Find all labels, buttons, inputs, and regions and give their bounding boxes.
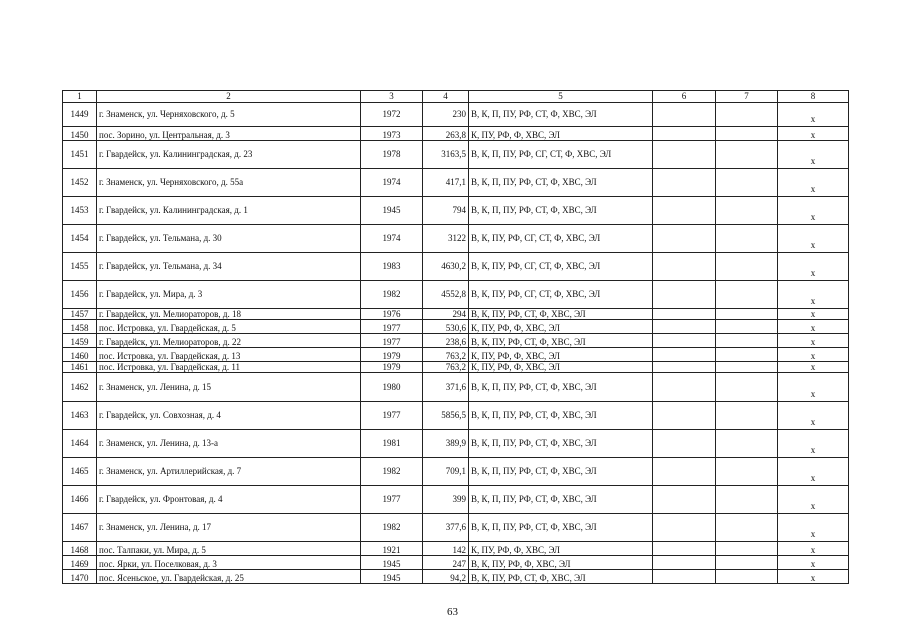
address-cell: г. Знаменск, ул. Артиллерийская, д. 7 [97,458,361,486]
mark-cell: х [778,362,849,373]
mark-cell: х [778,570,849,584]
column-6-cell [653,402,716,430]
area-cell: 530,6 [423,320,469,334]
column-6-cell [653,281,716,309]
column-7-cell [716,127,778,141]
address-cell: г. Знаменск, ул. Ленина, д. 15 [97,373,361,402]
mark-cell: х [778,486,849,514]
table-row [63,169,849,197]
column-7-cell [716,197,778,225]
row-number: 1452 [63,169,97,197]
table-row [63,542,849,556]
column-6-cell [653,486,716,514]
column-7-cell [716,320,778,334]
systems-cell: В, К, П, ПУ, РФ, СТ, Ф, ХВС, ЭЛ [469,458,653,486]
systems-cell: В, К, ПУ, РФ, СГ, СТ, Ф, ХВС, ЭЛ [469,281,653,309]
systems-cell: В, К, ПУ, РФ, СТ, Ф, ХВС, ЭЛ [469,334,653,348]
area-cell: 238,6 [423,334,469,348]
systems-cell: В, К, ПУ, РФ, СТ, Ф, ХВС, ЭЛ [469,309,653,320]
row-number: 1464 [63,430,97,458]
address-cell: пос. Зорино, ул. Центральная, д. 3 [97,127,361,141]
column-7-cell [716,430,778,458]
mark-cell: х [778,225,849,253]
column-7-cell [716,334,778,348]
address-cell: г. Гвардейск, ул. Совхозная, д. 4 [97,402,361,430]
row-number: 1451 [63,141,97,169]
column-6-cell [653,141,716,169]
mark-cell: х [778,373,849,402]
column-6-cell [653,197,716,225]
year-cell: 1978 [361,141,423,169]
area-cell: 389,9 [423,430,469,458]
year-cell: 1982 [361,514,423,542]
column-6-cell [653,253,716,281]
column-6-cell [653,373,716,402]
row-number: 1462 [63,373,97,402]
column-6-cell [653,362,716,373]
year-cell: 1977 [361,402,423,430]
mark-cell: х [778,281,849,309]
column-6-cell [653,309,716,320]
table-row [63,225,849,253]
year-cell: 1977 [361,334,423,348]
area-cell: 4552,8 [423,281,469,309]
row-number: 1449 [63,103,97,127]
address-cell: пос. Ясеньское, ул. Гвардейская, д. 25 [97,570,361,584]
systems-cell: К, ПУ, РФ, Ф, ХВС, ЭЛ [469,348,653,362]
table-row [63,514,849,542]
column-7-cell [716,253,778,281]
address-cell: г. Гвардейск, ул. Тельмана, д. 30 [97,225,361,253]
column-header: 4 [423,91,469,103]
row-number: 1456 [63,281,97,309]
row-number: 1453 [63,197,97,225]
mark-cell: х [778,430,849,458]
systems-cell: В, К, П, ПУ, РФ, СТ, Ф, ХВС, ЭЛ [469,169,653,197]
year-cell: 1945 [361,197,423,225]
column-7-cell [716,373,778,402]
table-row [63,309,849,320]
row-number: 1450 [63,127,97,141]
row-number: 1469 [63,556,97,570]
column-6-cell [653,169,716,197]
table-row [63,253,849,281]
mark-cell: х [778,334,849,348]
table-row [63,373,849,402]
table-row [63,348,849,362]
mark-cell: х [778,141,849,169]
mark-cell: х [778,514,849,542]
address-cell: г. Знаменск, ул. Ленина, д. 17 [97,514,361,542]
column-7-cell [716,169,778,197]
table-row [63,141,849,169]
area-cell: 230 [423,103,469,127]
mark-cell: х [778,320,849,334]
address-cell: г. Гвардейск, ул. Калининградская, д. 1 [97,197,361,225]
area-cell: 763,2 [423,362,469,373]
area-cell: 142 [423,542,469,556]
table-row [63,556,849,570]
mark-cell: х [778,556,849,570]
year-cell: 1921 [361,542,423,556]
area-cell: 3163,5 [423,141,469,169]
address-cell: г. Гвардейск, ул. Мелиораторов, д. 18 [97,309,361,320]
column-7-cell [716,141,778,169]
column-6-cell [653,556,716,570]
systems-cell: В, К, П, ПУ, РФ, СТ, Ф, ХВС, ЭЛ [469,486,653,514]
column-7-cell [716,402,778,430]
row-number: 1454 [63,225,97,253]
mark-cell: х [778,127,849,141]
column-6-cell [653,334,716,348]
systems-cell: В, К, ПУ, РФ, СГ, СТ, Ф, ХВС, ЭЛ [469,253,653,281]
table-body [63,91,849,584]
column-7-cell [716,348,778,362]
column-6-cell [653,348,716,362]
table-row [63,127,849,141]
year-cell: 1973 [361,127,423,141]
systems-cell: В, К, П, ПУ, РФ, СТ, Ф, ХВС, ЭЛ [469,430,653,458]
row-number: 1461 [63,362,97,373]
header-row [63,91,849,103]
address-cell: г. Гвардейск, ул. Фронтовая, д. 4 [97,486,361,514]
year-cell: 1972 [361,103,423,127]
area-cell: 371,6 [423,373,469,402]
row-number: 1460 [63,348,97,362]
systems-cell: В, К, ПУ, РФ, СТ, Ф, ХВС, ЭЛ [469,570,653,584]
row-number: 1463 [63,402,97,430]
column-7-cell [716,486,778,514]
mark-cell: х [778,309,849,320]
row-number: 1455 [63,253,97,281]
address-cell: пос. Ярки, ул. Поселковая, д. 3 [97,556,361,570]
table-row [63,334,849,348]
mark-cell: х [778,103,849,127]
year-cell: 1979 [361,348,423,362]
address-cell: пос. Истровка, ул. Гвардейская, д. 11 [97,362,361,373]
year-cell: 1974 [361,225,423,253]
area-cell: 5856,5 [423,402,469,430]
table-row [63,281,849,309]
row-number: 1458 [63,320,97,334]
mark-cell: х [778,169,849,197]
column-6-cell [653,458,716,486]
address-cell: г. Гвардейск, ул. Мира, д. 3 [97,281,361,309]
mark-cell: х [778,197,849,225]
year-cell: 1979 [361,362,423,373]
column-header: 2 [97,91,361,103]
area-cell: 247 [423,556,469,570]
systems-cell: В, К, ПУ, РФ, СГ, СТ, Ф, ХВС, ЭЛ [469,225,653,253]
address-cell: г. Знаменск, ул. Черняховского, д. 5 [97,103,361,127]
area-cell: 94,2 [423,570,469,584]
systems-cell: К, ПУ, РФ, Ф, ХВС, ЭЛ [469,320,653,334]
column-7-cell [716,514,778,542]
address-cell: пос. Талпаки, ул. Мира, д. 5 [97,542,361,556]
column-header: 1 [63,91,97,103]
mark-cell: х [778,348,849,362]
systems-cell: В, К, ПУ, РФ, Ф, ХВС, ЭЛ [469,556,653,570]
table-row [63,486,849,514]
table-row [63,402,849,430]
systems-cell: К, ПУ, РФ, Ф, ХВС, ЭЛ [469,542,653,556]
area-cell: 417,1 [423,169,469,197]
area-cell: 3122 [423,225,469,253]
row-number: 1465 [63,458,97,486]
year-cell: 1974 [361,169,423,197]
area-cell: 377,6 [423,514,469,542]
area-cell: 294 [423,309,469,320]
mark-cell: х [778,253,849,281]
year-cell: 1982 [361,281,423,309]
column-7-cell [716,103,778,127]
year-cell: 1982 [361,458,423,486]
table-row [63,320,849,334]
column-6-cell [653,570,716,584]
row-number: 1459 [63,334,97,348]
column-6-cell [653,127,716,141]
address-cell: пос. Истровка, ул. Гвардейская, д. 5 [97,320,361,334]
column-7-cell [716,225,778,253]
systems-cell: В, К, П, ПУ, РФ, СТ, Ф, ХВС, ЭЛ [469,514,653,542]
year-cell: 1983 [361,253,423,281]
column-header: 5 [469,91,653,103]
year-cell: 1981 [361,430,423,458]
area-cell: 263,8 [423,127,469,141]
column-6-cell [653,320,716,334]
area-cell: 4630,2 [423,253,469,281]
column-7-cell [716,458,778,486]
column-6-cell [653,514,716,542]
area-cell: 709,1 [423,458,469,486]
column-header: 8 [778,91,849,103]
column-7-cell [716,281,778,309]
column-6-cell [653,103,716,127]
row-number: 1466 [63,486,97,514]
row-number: 1467 [63,514,97,542]
table-row [63,103,849,127]
address-cell: г. Гвардейск, ул. Тельмана, д. 34 [97,253,361,281]
area-cell: 399 [423,486,469,514]
systems-cell: В, К, П, ПУ, РФ, СТ, Ф, ХВС, ЭЛ [469,103,653,127]
column-header: 3 [361,91,423,103]
column-6-cell [653,542,716,556]
systems-cell: В, К, П, ПУ, РФ, СТ, Ф, ХВС, ЭЛ [469,373,653,402]
table-row [63,197,849,225]
systems-cell: К, ПУ, РФ, Ф, ХВС, ЭЛ [469,127,653,141]
row-number: 1457 [63,309,97,320]
year-cell: 1980 [361,373,423,402]
column-6-cell [653,430,716,458]
column-header: 6 [653,91,716,103]
year-cell: 1977 [361,320,423,334]
mark-cell: х [778,402,849,430]
row-number: 1470 [63,570,97,584]
table-row [63,570,849,584]
address-cell: г. Гвардейск, ул. Калининградская, д. 23 [97,141,361,169]
column-7-cell [716,362,778,373]
address-cell: г. Гвардейск, ул. Мелиораторов, д. 22 [97,334,361,348]
page-number: 63 [447,606,458,618]
housing-register-table [62,90,849,584]
systems-cell: К, ПУ, РФ, Ф, ХВС, ЭЛ [469,362,653,373]
area-cell: 794 [423,197,469,225]
column-7-cell [716,309,778,320]
table-row [63,458,849,486]
column-7-cell [716,542,778,556]
table-row [63,430,849,458]
mark-cell: х [778,542,849,556]
area-cell: 763,2 [423,348,469,362]
column-header: 7 [716,91,778,103]
mark-cell: х [778,458,849,486]
column-7-cell [716,570,778,584]
systems-cell: В, К, П, ПУ, РФ, СТ, Ф, ХВС, ЭЛ [469,402,653,430]
table-row [63,362,849,373]
systems-cell: В, К, П, ПУ, РФ, СТ, Ф, ХВС, ЭЛ [469,197,653,225]
column-6-cell [653,225,716,253]
year-cell: 1945 [361,556,423,570]
row-number: 1468 [63,542,97,556]
address-cell: пос. Истровка, ул. Гвардейская, д. 13 [97,348,361,362]
year-cell: 1945 [361,570,423,584]
address-cell: г. Знаменск, ул. Ленина, д. 13-а [97,430,361,458]
year-cell: 1977 [361,486,423,514]
systems-cell: В, К, П, ПУ, РФ, СГ, СТ, Ф, ХВС, ЭЛ [469,141,653,169]
column-7-cell [716,556,778,570]
address-cell: г. Знаменск, ул. Черняховского, д. 55а [97,169,361,197]
year-cell: 1976 [361,309,423,320]
